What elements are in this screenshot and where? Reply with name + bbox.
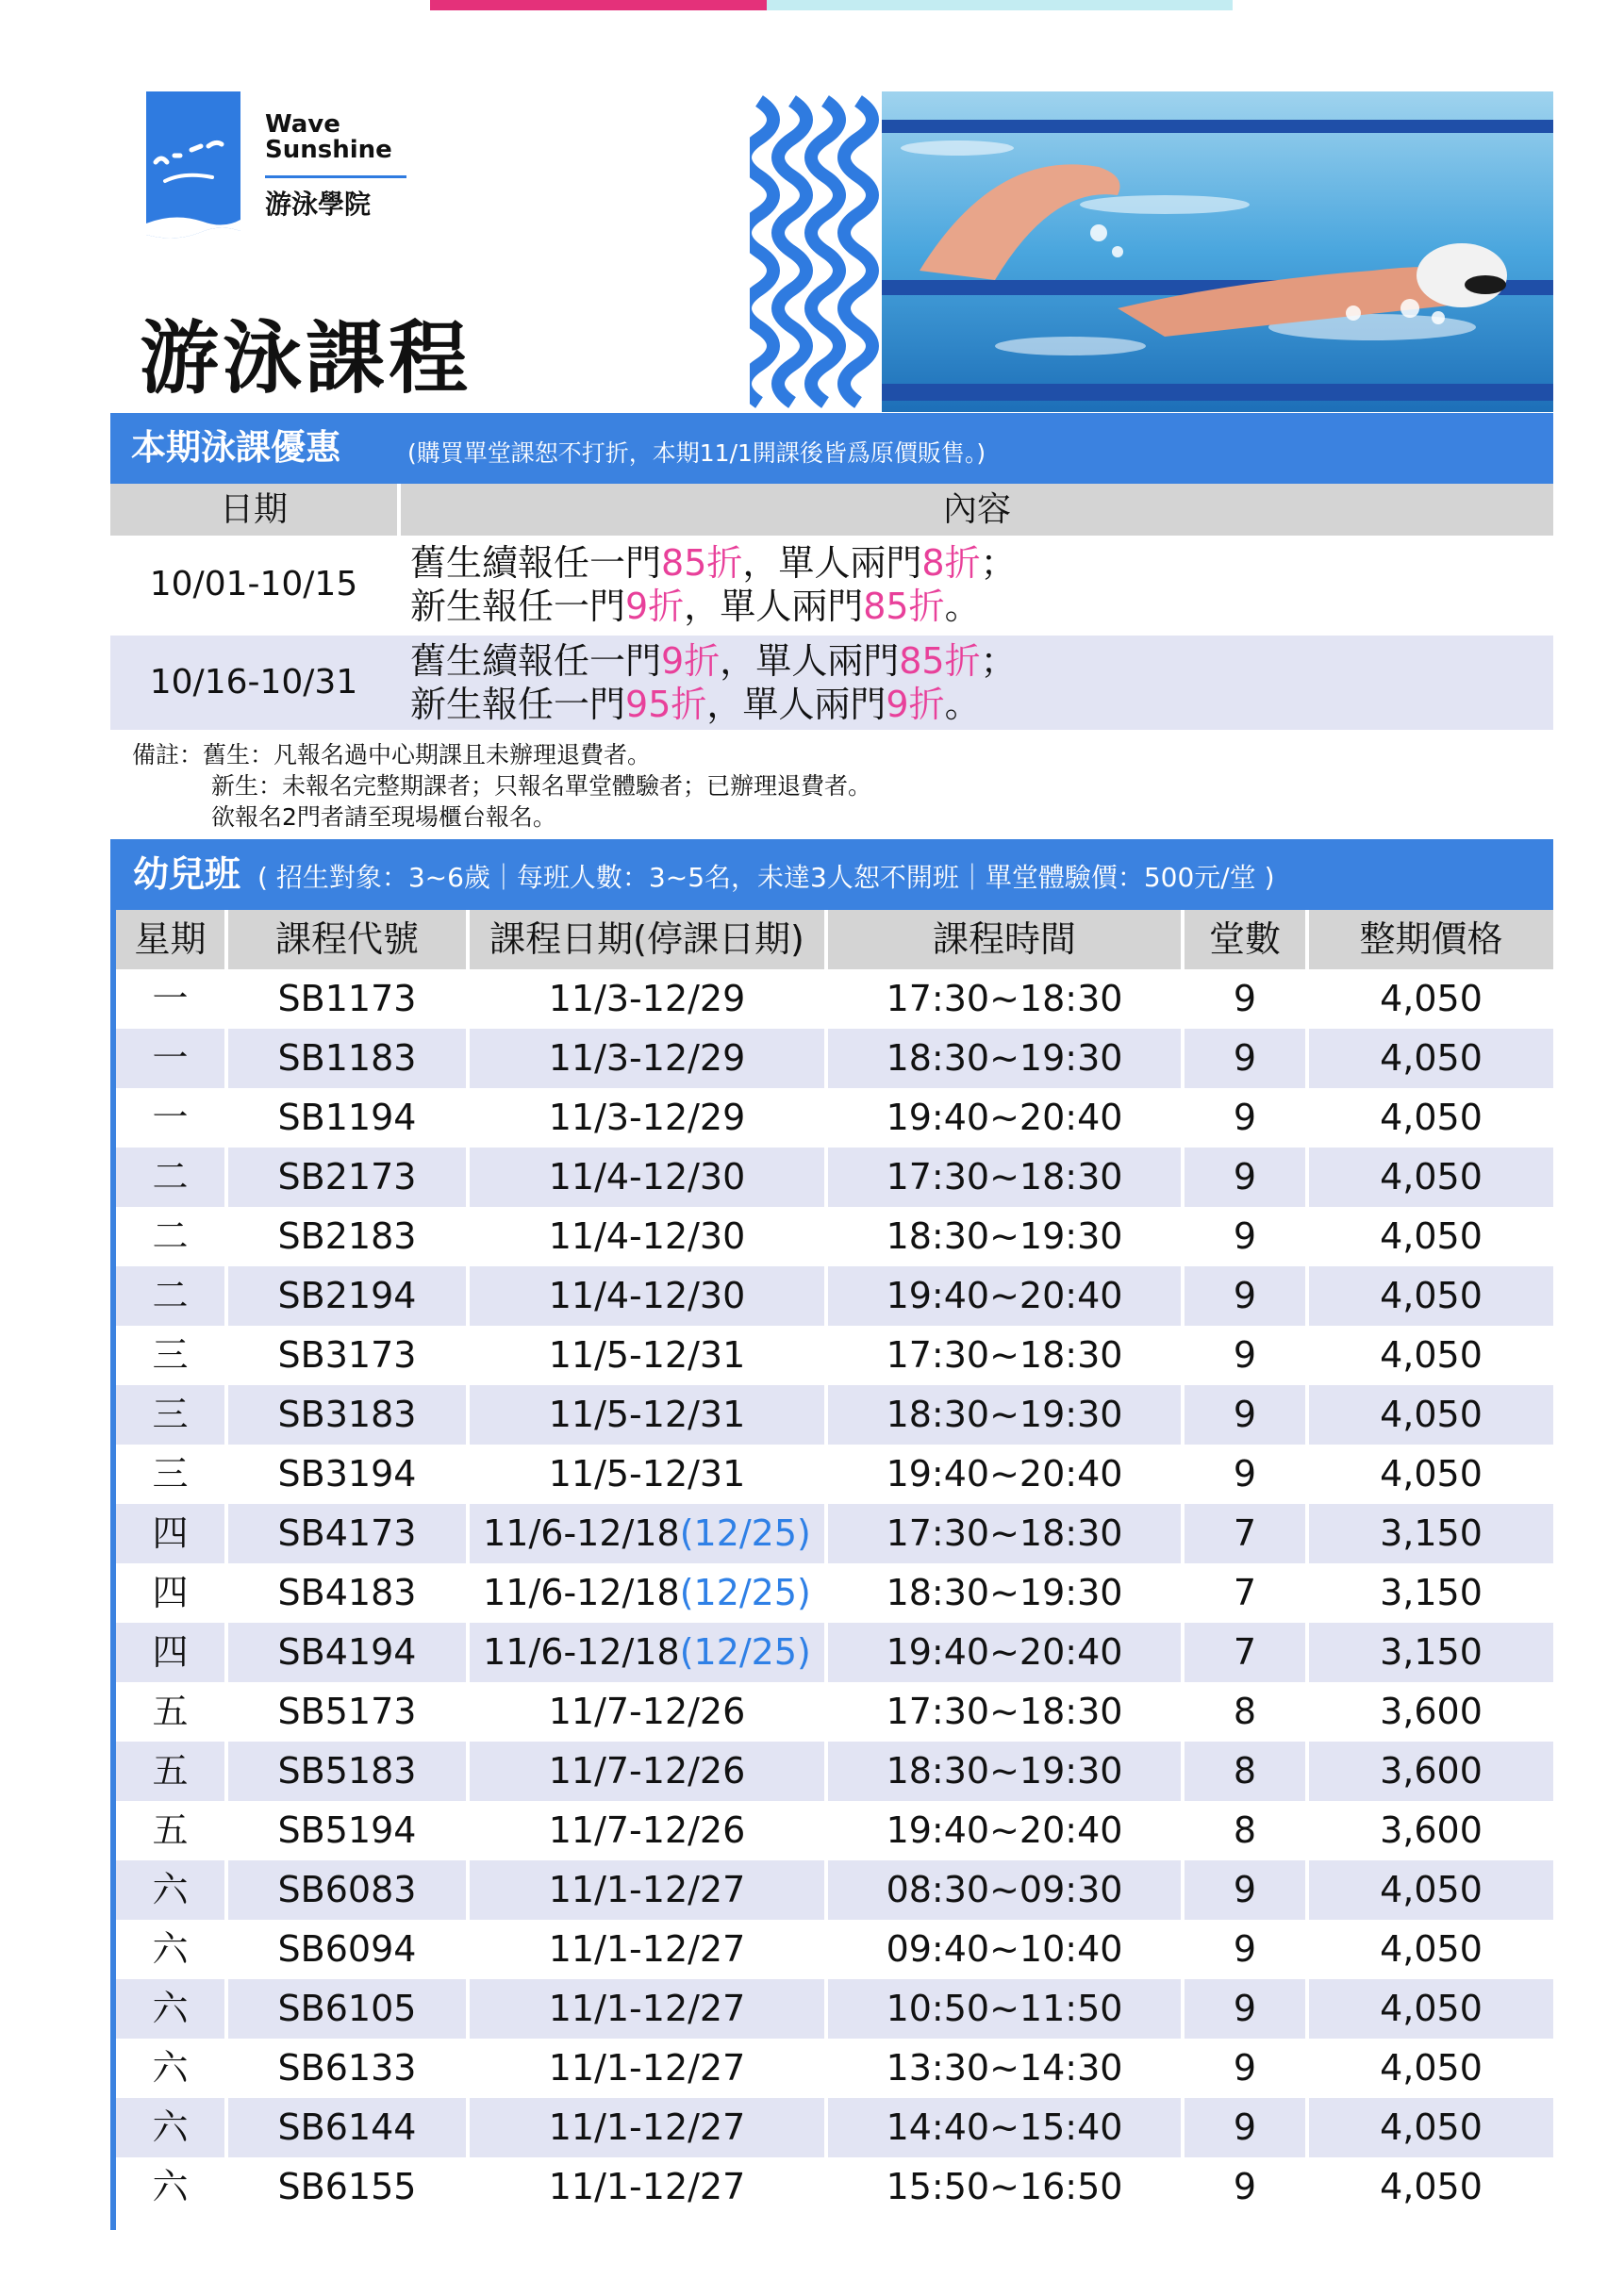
cell-price: 4,050 (1380, 1037, 1483, 1079)
cell-course-dates: 11/4-12/30 (548, 1275, 746, 1316)
cell-course-time: 08:30~09:30 (886, 1869, 1123, 1910)
cell-price: 4,050 (1380, 1156, 1483, 1198)
cell-weekday: 一 (152, 1097, 189, 1138)
cell-weekday: 六 (152, 1988, 189, 2029)
cell-course-time: 17:30~18:30 (886, 1512, 1123, 1554)
cell-sessions: 7 (1233, 1572, 1257, 1613)
cell-sessions: 9 (1233, 1394, 1257, 1435)
cell-weekday: 三 (152, 1394, 189, 1435)
cell-price: 3,150 (1380, 1512, 1483, 1554)
remark-returning: 備註：舊生：凡報名過中心期課且未辦理退費者。 (132, 741, 652, 768)
cell-course-dates: 11/7-12/26 (548, 1809, 746, 1851)
top-accent-bar-teal (767, 0, 1233, 10)
cell-course-dates: 11/1-12/27 (548, 2106, 746, 2148)
cell-course-time: 17:30~18:30 (886, 1334, 1123, 1376)
cell-price: 3,600 (1380, 1691, 1483, 1732)
cell-sessions: 9 (1233, 1275, 1257, 1316)
cell-course-code: SB5173 (277, 1691, 417, 1732)
header-code: 課程代號 (274, 918, 419, 960)
table-row (116, 2157, 1553, 2217)
cell-course-dates: 11/4-12/30 (548, 1156, 746, 1198)
promo-note: (購買單堂課恕不打折，本期11/1開課後皆爲原價販售。) (407, 439, 986, 467)
table-row (116, 1088, 1553, 1148)
promo-section-header (110, 413, 1553, 484)
promo-content (410, 639, 1017, 726)
table-row (116, 1207, 1553, 1266)
cell-price: 4,050 (1380, 1097, 1483, 1138)
cell-course-time: 18:30~19:30 (886, 1037, 1123, 1079)
cell-price: 4,050 (1380, 1215, 1483, 1257)
cell-course-dates: 11/1-12/27 (548, 1988, 746, 2029)
cell-weekday: 四 (152, 1631, 189, 1673)
cell-course-code: SB1183 (277, 1037, 417, 1079)
cell-course-time: 18:30~19:30 (886, 1215, 1123, 1257)
table-row (116, 1742, 1553, 1801)
cell-price: 4,050 (1380, 1394, 1483, 1435)
cell-course-code: SB3173 (277, 1334, 417, 1376)
promo-title: 本期泳課優惠 (131, 427, 340, 468)
cell-course-dates: 11/6-12/18(12/25) (483, 1512, 811, 1554)
cell-sessions: 8 (1233, 1750, 1257, 1792)
promo-date: 10/01-10/15 (149, 565, 358, 603)
cell-course-dates: 11/1-12/27 (548, 1928, 746, 1970)
cell-course-code: SB6094 (277, 1928, 417, 1970)
cell-sessions: 9 (1233, 1334, 1257, 1376)
cell-price: 4,050 (1380, 2106, 1483, 2148)
cell-course-time: 17:30~18:30 (886, 1156, 1123, 1198)
table-row (116, 1979, 1553, 2039)
cell-sessions: 7 (1233, 1631, 1257, 1673)
cell-course-dates: 11/5-12/31 (548, 1394, 746, 1435)
cell-course-time: 18:30~19:30 (886, 1572, 1123, 1613)
header-sessions: 堂數 (1208, 918, 1281, 960)
cell-sessions: 9 (1233, 2166, 1257, 2207)
promo-line-returning: 舊生續報任一門9折，單人兩門85折； (410, 640, 1017, 682)
cell-weekday: 一 (152, 1037, 189, 1079)
page-title: 游泳課程 (140, 312, 472, 405)
cell-sessions: 9 (1233, 1215, 1257, 1257)
cell-course-dates: 11/5-12/31 (548, 1453, 746, 1495)
cell-price: 4,050 (1380, 1453, 1483, 1495)
table-row (116, 2098, 1553, 2157)
cell-weekday: 一 (152, 978, 189, 1019)
cell-course-time: 17:30~18:30 (886, 1691, 1123, 1732)
table-header-row (116, 910, 1553, 969)
cell-course-dates: 11/4-12/30 (548, 1215, 746, 1257)
remarks (132, 739, 871, 833)
table-row (116, 1266, 1553, 1326)
table-row (116, 1385, 1553, 1445)
remark-new: 新生：未報名完整期課者；只報名單堂體驗者；已辦理退費者。 (211, 772, 872, 800)
cell-sessions: 9 (1233, 978, 1257, 1019)
cell-sessions: 8 (1233, 1809, 1257, 1851)
table-row (116, 1326, 1553, 1385)
table-row (116, 1445, 1553, 1504)
promo-date: 10/16-10/31 (149, 663, 358, 702)
cell-weekday: 五 (152, 1750, 189, 1792)
cell-course-code: SB6155 (277, 2166, 417, 2207)
cell-weekday: 四 (152, 1512, 189, 1554)
cell-price: 4,050 (1380, 1988, 1483, 2029)
cell-sessions: 9 (1233, 2106, 1257, 2148)
cell-sessions: 9 (1233, 1156, 1257, 1198)
promo-line-new: 新生報任一門9折，單人兩門85折。 (410, 586, 981, 627)
cell-price: 4,050 (1380, 2047, 1483, 2089)
cell-price: 4,050 (1380, 1869, 1483, 1910)
cell-price: 3,150 (1380, 1572, 1483, 1613)
cell-course-dates: 11/1-12/27 (548, 2166, 746, 2207)
table-row (116, 1563, 1553, 1623)
cell-course-dates: 11/3-12/29 (548, 1097, 746, 1138)
wave-sunshine-logo-icon (146, 91, 240, 242)
cell-course-time: 19:40~20:40 (886, 1631, 1123, 1673)
cell-sessions: 9 (1233, 1928, 1257, 1970)
cell-course-code: SB6105 (277, 1988, 417, 2029)
table-row (116, 969, 1553, 1029)
cell-price: 4,050 (1380, 978, 1483, 1019)
table-row (116, 2039, 1553, 2098)
remark-registration: 欲報名2門者請至現場櫃台報名。 (211, 803, 556, 831)
class-section-header (110, 839, 1553, 910)
cell-course-code: SB2194 (277, 1275, 417, 1316)
cell-course-dates: 11/7-12/26 (548, 1750, 746, 1792)
brand-divider (265, 175, 406, 178)
promo-line-new: 新生報任一門95折，單人兩門9折。 (410, 684, 981, 725)
brand-name-line1: Wave (265, 110, 340, 139)
cell-weekday: 六 (152, 2106, 189, 2148)
cell-course-time: 14:40~15:40 (886, 2106, 1123, 2148)
cell-weekday: 四 (152, 1572, 189, 1613)
cell-course-code: SB6133 (277, 2047, 417, 2089)
promo-row (110, 537, 1553, 632)
class-title: 幼兒班 (133, 853, 241, 895)
cell-price: 4,050 (1380, 1334, 1483, 1376)
cell-course-code: SB4183 (277, 1572, 417, 1613)
promo-line-returning: 舊生續報任一門85折，單人兩門8折； (410, 542, 1017, 584)
brand-name-chinese: 游泳學院 (265, 189, 372, 220)
cell-price: 4,050 (1380, 2166, 1483, 2207)
cell-course-time: 15:50~16:50 (886, 2166, 1123, 2207)
cell-course-code: SB4194 (277, 1631, 417, 1673)
cell-course-code: SB6144 (277, 2106, 417, 2148)
cell-course-dates: 11/6-12/18(12/25) (483, 1572, 811, 1613)
cell-weekday: 二 (152, 1215, 189, 1257)
cell-course-code: SB3183 (277, 1394, 417, 1435)
cell-sessions: 9 (1233, 1037, 1257, 1079)
cell-course-time: 18:30~19:30 (886, 1750, 1123, 1792)
pause-date: (12/25) (679, 1512, 811, 1554)
cell-course-code: SB5194 (277, 1809, 417, 1851)
cell-course-code: SB6083 (277, 1869, 417, 1910)
cell-sessions: 9 (1233, 2047, 1257, 2089)
cell-course-dates: 11/3-12/29 (548, 1037, 746, 1079)
cell-weekday: 五 (152, 1691, 189, 1732)
cell-weekday: 三 (152, 1334, 189, 1376)
header-price: 整期價格 (1359, 918, 1503, 960)
header-time: 課程時間 (932, 918, 1076, 960)
cell-weekday: 六 (152, 1928, 189, 1970)
cell-course-code: SB1173 (277, 978, 417, 1019)
wave-stripes-decoration (750, 91, 887, 412)
cell-course-dates: 11/1-12/27 (548, 2047, 746, 2089)
pause-date: (12/25) (679, 1631, 811, 1673)
cell-sessions: 9 (1233, 1869, 1257, 1910)
cell-course-time: 19:40~20:40 (886, 1809, 1123, 1851)
table-row (116, 1682, 1553, 1742)
cell-course-dates: 11/5-12/31 (548, 1334, 746, 1376)
cell-course-dates: 11/1-12/27 (548, 1869, 746, 1910)
cell-course-code: SB4173 (277, 1512, 417, 1554)
cell-weekday: 二 (152, 1275, 189, 1316)
table-row (116, 1801, 1553, 1860)
header-dates: 課程日期(停課日期) (489, 918, 804, 960)
cell-course-dates: 11/7-12/26 (548, 1691, 746, 1732)
promo-header-date: 日期 (110, 484, 397, 536)
cell-price: 3,600 (1380, 1809, 1483, 1851)
cell-course-time: 19:40~20:40 (886, 1097, 1123, 1138)
cell-weekday: 五 (152, 1809, 189, 1851)
cell-weekday: 六 (152, 2047, 189, 2089)
cell-course-time: 10:50~11:50 (886, 1988, 1123, 2029)
cell-course-time: 13:30~14:30 (886, 2047, 1123, 2089)
table-row (116, 1623, 1553, 1682)
pause-date: (12/25) (679, 1572, 811, 1613)
cell-weekday: 六 (152, 2166, 189, 2207)
cell-course-time: 18:30~19:30 (886, 1394, 1123, 1435)
cell-price: 3,600 (1380, 1750, 1483, 1792)
cell-course-time: 19:40~20:40 (886, 1453, 1123, 1495)
cell-price: 3,150 (1380, 1631, 1483, 1673)
swimmer-photo (882, 91, 1553, 412)
cell-weekday: 二 (152, 1156, 189, 1198)
table-row (116, 1504, 1553, 1563)
cell-course-dates: 11/6-12/18(12/25) (483, 1631, 811, 1673)
cell-course-time: 09:40~10:40 (886, 1928, 1123, 1970)
cell-course-code: SB2173 (277, 1156, 417, 1198)
promo-header-content: 內容 (401, 484, 1553, 536)
top-accent-bar-pink (430, 0, 767, 10)
cell-weekday: 六 (152, 1869, 189, 1910)
cell-course-code: SB5183 (277, 1750, 417, 1792)
cell-course-dates: 11/3-12/29 (548, 978, 746, 1019)
cell-sessions: 8 (1233, 1691, 1257, 1732)
table-row (116, 1860, 1553, 1920)
cell-course-code: SB2183 (277, 1215, 417, 1257)
cell-course-code: SB3194 (277, 1453, 417, 1495)
cell-course-code: SB1194 (277, 1097, 417, 1138)
brand-name-line2: Sunshine (265, 136, 392, 164)
cell-sessions: 9 (1233, 1097, 1257, 1138)
promo-row (110, 636, 1553, 730)
class-note: ( 招生對象：3~6歲｜每班人數：3~5名，未達3人恕不開班｜單堂體驗價：500元/堂 ) (257, 862, 1275, 893)
cell-course-time: 17:30~18:30 (886, 978, 1123, 1019)
cell-price: 4,050 (1380, 1928, 1483, 1970)
cell-weekday: 三 (152, 1453, 189, 1495)
cell-sessions: 9 (1233, 1988, 1257, 2029)
cell-sessions: 7 (1233, 1512, 1257, 1554)
cell-course-time: 19:40~20:40 (886, 1275, 1123, 1316)
cell-sessions: 9 (1233, 1453, 1257, 1495)
table-row (116, 1029, 1553, 1088)
header-weekday: 星期 (134, 918, 207, 960)
table-row (116, 1148, 1553, 1207)
cell-price: 4,050 (1380, 1275, 1483, 1316)
table-row (116, 1920, 1553, 1979)
promo-content (410, 541, 1017, 628)
